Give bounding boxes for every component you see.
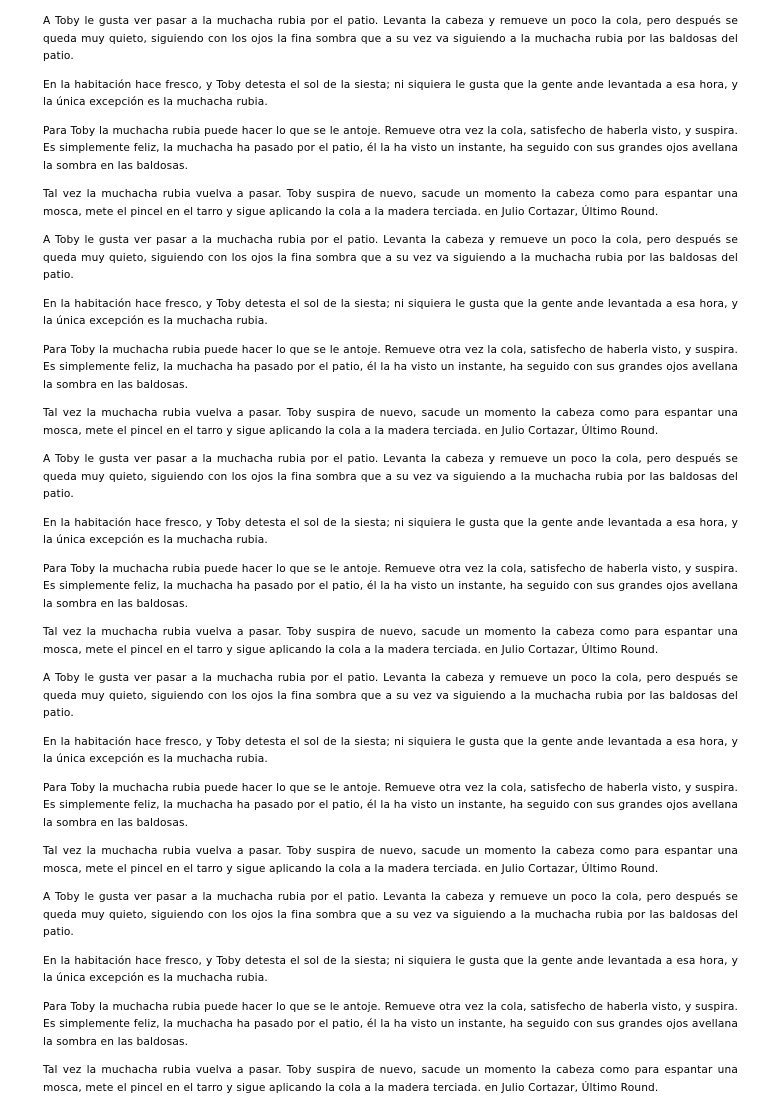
paragraph: Tal vez la muchacha rubia vuelva a pasar. Toby suspira de nuevo, sacude un momento la cabeza como para espantar una mosca, mete el pincel en el tarro y sigue aplicando la cola a la madera terciada. en Julio Cortazar, Último Round. (43, 188, 738, 218)
paragraph: Para Toby la muchacha rubia puede hacer lo que se le antoje. Remueve otra vez la cola, satisfecho de haberla visto, y suspira. Es simplemente feliz, la muchacha ha pasado por el patio, él la ha visto un instante, ha seguido con sus grandes ojos avellana la sombra en las baldosas. (43, 124, 738, 172)
paragraph: Para Toby la muchacha rubia puede hacer lo que se le antoje. Remueve otra vez la cola, satisfecho de haberla visto, y suspira. Es simplemente feliz, la muchacha ha pasado por el patio, él la ha visto un instante, ha seguido con sus grandes ojos avellana la sombra en las baldosas. (43, 562, 738, 610)
paragraph: En la habitación hace fresco, y Toby detesta el sol de la siesta; ni siquiera le gusta que la gente ande levantada a esa hora, y la única excepción es la muchacha rubia. (43, 735, 738, 765)
paragraph: Tal vez la muchacha rubia vuelva a pasar. Toby suspira de nuevo, sacude un momento la cabeza como para espantar una mosca, mete el pincel en el tarro y sigue aplicando la cola a la madera terciada. en Julio Cortazar, Último Round. (43, 407, 738, 437)
paragraph: Para Toby la muchacha rubia puede hacer lo que se le antoje. Remueve otra vez la cola, satisfecho de haberla visto, y suspira. Es simplemente feliz, la muchacha ha pasado por el patio, él la ha visto un instante, ha seguido con sus grandes ojos avellana la sombra en las baldosas. (43, 343, 738, 391)
paragraph: A Toby le gusta ver pasar a la muchacha rubia por el patio. Levanta la cabeza y remueve un poco la cola, pero después se queda muy quieto, siguiendo con los ojos la fina sombra que a su vez va siguiendo a la muchacha rubia por las baldosas del patio. (43, 15, 738, 62)
paragraph: Tal vez la muchacha rubia vuelva a pasar. Toby suspira de nuevo, sacude un momento la cabeza como para espantar una mosca, mete el pincel en el tarro y sigue aplicando la cola a la madera terciada. en Julio Cortazar, Último Round. (43, 626, 738, 656)
paragraph: A Toby le gusta ver pasar a la muchacha rubia por el patio. Levanta la cabeza y remueve un poco la cola, pero después se queda muy quieto, siguiendo con los ojos la fina sombra que a su vez va siguiendo a la muchacha rubia por las baldosas del patio. (43, 453, 738, 500)
paragraph: A Toby le gusta ver pasar a la muchacha rubia por el patio. Levanta la cabeza y remueve un poco la cola, pero después se queda muy quieto, siguiendo con los ojos la fina sombra que a su vez va siguiendo a la muchacha rubia por las baldosas del patio. (43, 891, 738, 938)
paragraph: En la habitación hace fresco, y Toby detesta el sol de la siesta; ni siquiera le gusta que la gente ande levantada a esa hora, y la única excepción es la muchacha rubia. (43, 516, 738, 546)
paragraph: Tal vez la muchacha rubia vuelva a pasar. Toby suspira de nuevo, sacude un momento la cabeza como para espantar una mosca, mete el pincel en el tarro y sigue aplicando la cola a la madera terciada. en Julio Cortazar, Último Round. (43, 845, 738, 875)
paragraph: En la habitación hace fresco, y Toby detesta el sol de la siesta; ni siquiera le gusta que la gente ande levantada a esa hora, y la única excepción es la muchacha rubia. (43, 78, 738, 108)
paragraph: En la habitación hace fresco, y Toby detesta el sol de la siesta; ni siquiera le gusta que la gente ande levantada a esa hora, y la única excepción es la muchacha rubia. (43, 297, 738, 327)
paragraph: En la habitación hace fresco, y Toby detesta el sol de la siesta; ni siquiera le gusta que la gente ande levantada a esa hora, y la única excepción es la muchacha rubia. (43, 954, 738, 984)
paragraph: Tal vez la muchacha rubia vuelva a pasar. Toby suspira de nuevo, sacude un momento la cabeza como para espantar una mosca, mete el pincel en el tarro y sigue aplicando la cola a la madera terciada. en Julio Cortazar, Último Round. (43, 1064, 738, 1094)
paragraph: Para Toby la muchacha rubia puede hacer lo que se le antoje. Remueve otra vez la cola, satisfecho de haberla visto, y suspira. Es simplemente feliz, la muchacha ha pasado por el patio, él la ha visto un instante, ha seguido con sus grandes ojos avellana la sombra en las baldosas. (43, 781, 738, 829)
paragraph: A Toby le gusta ver pasar a la muchacha rubia por el patio. Levanta la cabeza y remueve un poco la cola, pero después se queda muy quieto, siguiendo con los ojos la fina sombra que a su vez va siguiendo a la muchacha rubia por las baldosas del patio. (43, 234, 738, 281)
paragraph: Para Toby la muchacha rubia puede hacer lo que se le antoje. Remueve otra vez la cola, satisfecho de haberla visto, y suspira. Es simplemente feliz, la muchacha ha pasado por el patio, él la ha visto un instante, ha seguido con sus grandes ojos avellana la sombra en las baldosas. (43, 1000, 738, 1048)
paragraph: A Toby le gusta ver pasar a la muchacha rubia por el patio. Levanta la cabeza y remueve un poco la cola, pero después se queda muy quieto, siguiendo con los ojos la fina sombra que a su vez va siguiendo a la muchacha rubia por las baldosas del patio. (43, 672, 738, 719)
